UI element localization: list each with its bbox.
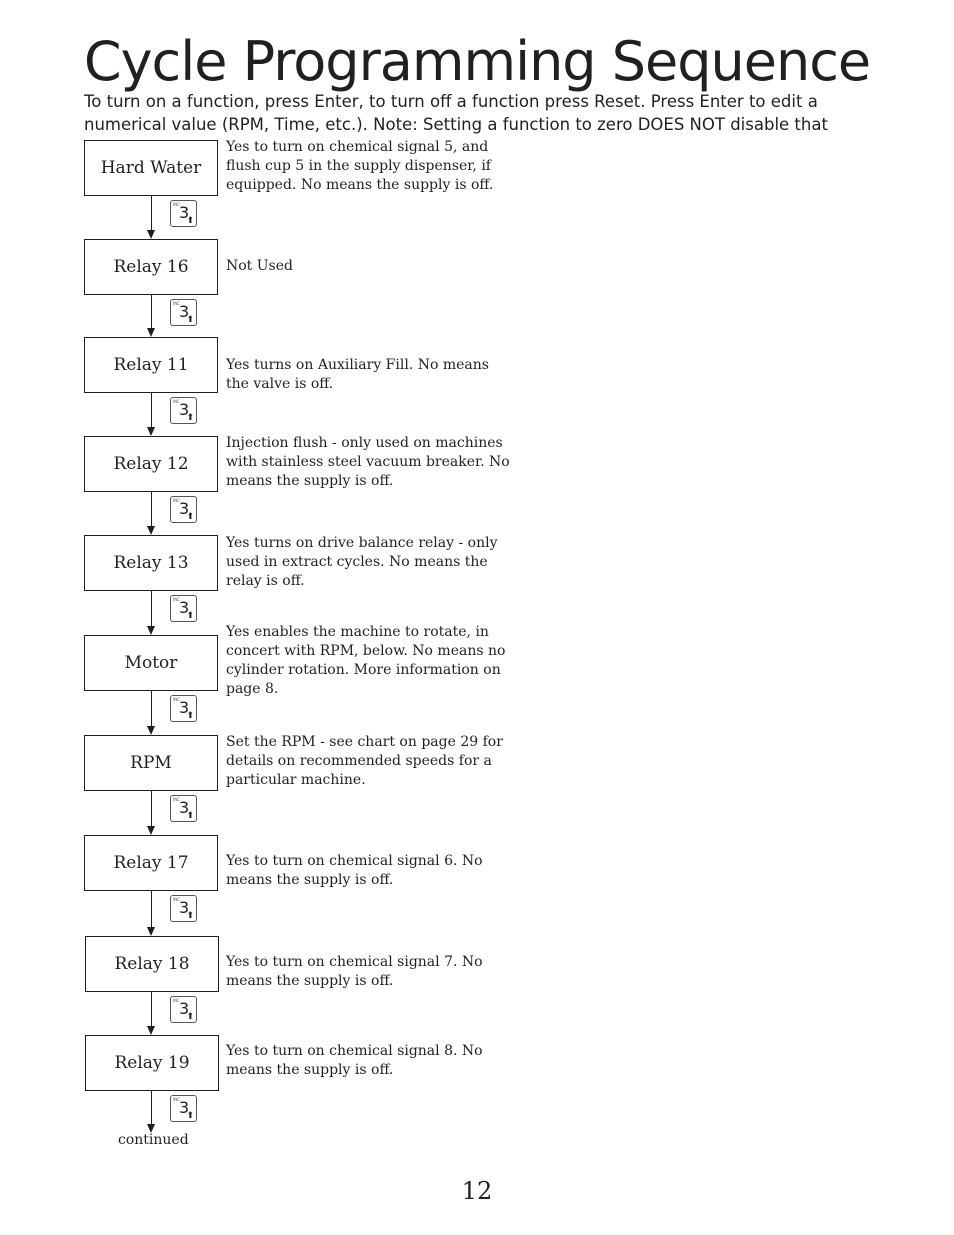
inc-key-icon bbox=[170, 595, 197, 622]
step-box: Relay 11 bbox=[84, 337, 218, 393]
connector-line bbox=[151, 1091, 152, 1124]
step-box: Relay 17 bbox=[84, 835, 218, 891]
inc-key-icon bbox=[170, 200, 197, 227]
connector-line bbox=[151, 691, 152, 726]
step-description: Injection flush - only used on machines with stainless steel vacuum breaker. No means the supply is off. bbox=[226, 435, 510, 489]
connector-line bbox=[151, 591, 152, 626]
key-small-label: INC bbox=[173, 797, 180, 802]
arrow-down-icon bbox=[147, 927, 155, 936]
step-description: Yes enables the machine to rotate, in concert with RPM, below. No means no cylinder rotation. More information on page 8. bbox=[226, 624, 506, 697]
page-number: 12 bbox=[461, 1177, 493, 1205]
step-description: Yes to turn on chemical signal 8. No means the supply is off. bbox=[226, 1043, 483, 1078]
inc-key-icon bbox=[170, 397, 197, 424]
up-arrow-icon: ⬆ bbox=[186, 1012, 194, 1022]
connector-line bbox=[151, 791, 152, 826]
page-title: Cycle Programming Sequence bbox=[83, 30, 871, 93]
key-small-label: INC bbox=[173, 202, 180, 207]
arrow-down-icon bbox=[147, 526, 155, 535]
arrow-down-icon bbox=[147, 1026, 155, 1035]
step-box: Hard Water bbox=[84, 140, 218, 196]
arrow-down-icon bbox=[147, 230, 155, 239]
arrow-down-icon bbox=[147, 826, 155, 835]
key-small-label: INC bbox=[173, 498, 180, 503]
connector-line bbox=[151, 891, 152, 927]
key-number: 3 bbox=[179, 302, 190, 321]
step-box: Relay 12 bbox=[84, 436, 218, 492]
inc-key-icon bbox=[170, 895, 197, 922]
connector-line bbox=[151, 196, 152, 230]
arrow-down-icon bbox=[147, 626, 155, 635]
up-arrow-icon: ⬆ bbox=[186, 711, 194, 721]
inc-key-icon bbox=[170, 496, 197, 523]
step-box: Relay 19 bbox=[85, 1035, 219, 1091]
up-arrow-icon: ⬆ bbox=[186, 911, 194, 921]
arrow-down-icon bbox=[147, 427, 155, 436]
key-small-label: INC bbox=[173, 1097, 180, 1102]
step-description: Set the RPM - see chart on page 29 for details on recommended speeds for a particular machine. bbox=[226, 734, 503, 788]
up-arrow-icon: ⬆ bbox=[186, 216, 194, 226]
key-number: 3 bbox=[179, 203, 190, 222]
key-number: 3 bbox=[179, 400, 190, 419]
key-small-label: INC bbox=[173, 998, 180, 1003]
inc-key-icon bbox=[170, 299, 197, 326]
key-small-label: INC bbox=[173, 399, 180, 404]
step-description: Not Used bbox=[226, 258, 293, 274]
key-small-label: INC bbox=[173, 597, 180, 602]
step-description: Yes turns on drive balance relay - only used in extract cycles. No means the relay is off. bbox=[226, 535, 498, 589]
up-arrow-icon: ⬆ bbox=[186, 611, 194, 621]
key-small-label: INC bbox=[173, 697, 180, 702]
connector-line bbox=[151, 393, 152, 427]
up-arrow-icon: ⬆ bbox=[186, 413, 194, 423]
inc-key-icon bbox=[170, 795, 197, 822]
step-box: Motor bbox=[84, 635, 218, 691]
arrow-down-icon bbox=[147, 726, 155, 735]
key-number: 3 bbox=[179, 499, 190, 518]
key-number: 3 bbox=[179, 698, 190, 717]
step-box: Relay 16 bbox=[84, 239, 218, 295]
up-arrow-icon: ⬆ bbox=[186, 315, 194, 325]
step-box: Relay 18 bbox=[85, 936, 219, 992]
up-arrow-icon: ⬆ bbox=[186, 512, 194, 522]
step-box: Relay 13 bbox=[84, 535, 218, 591]
inc-key-icon bbox=[170, 695, 197, 722]
step-box: RPM bbox=[84, 735, 218, 791]
up-arrow-icon: ⬆ bbox=[186, 1111, 194, 1121]
arrow-down-icon bbox=[147, 328, 155, 337]
continued-label: continued bbox=[118, 1132, 189, 1148]
step-description: Yes to turn on chemical signal 5, and flush cup 5 in the supply dispenser, if equipped. No means the supply is off. bbox=[226, 139, 494, 193]
key-number: 3 bbox=[179, 598, 190, 617]
connector-line bbox=[151, 992, 152, 1026]
key-number: 3 bbox=[179, 1098, 190, 1117]
key-number: 3 bbox=[179, 898, 190, 917]
step-description: Yes turns on Auxiliary Fill. No means the valve is off. bbox=[226, 357, 489, 392]
key-number: 3 bbox=[179, 798, 190, 817]
inc-key-icon bbox=[170, 1095, 197, 1122]
inc-key-icon bbox=[170, 996, 197, 1023]
step-description: Yes to turn on chemical signal 6. No means the supply is off. bbox=[226, 853, 483, 888]
connector-line bbox=[151, 492, 152, 526]
step-description: Yes to turn on chemical signal 7. No means the supply is off. bbox=[226, 954, 483, 989]
key-number: 3 bbox=[179, 999, 190, 1018]
key-small-label: INC bbox=[173, 897, 180, 902]
up-arrow-icon: ⬆ bbox=[186, 811, 194, 821]
key-small-label: INC bbox=[173, 301, 180, 306]
connector-line bbox=[151, 295, 152, 328]
intro-paragraph: To turn on a function, press Enter, to turn off a function press Reset. Press Enter to edit a numerical value (RPM, Time, etc.). Note: Setting a function to zero DOES NOT disable that bbox=[84, 92, 828, 134]
